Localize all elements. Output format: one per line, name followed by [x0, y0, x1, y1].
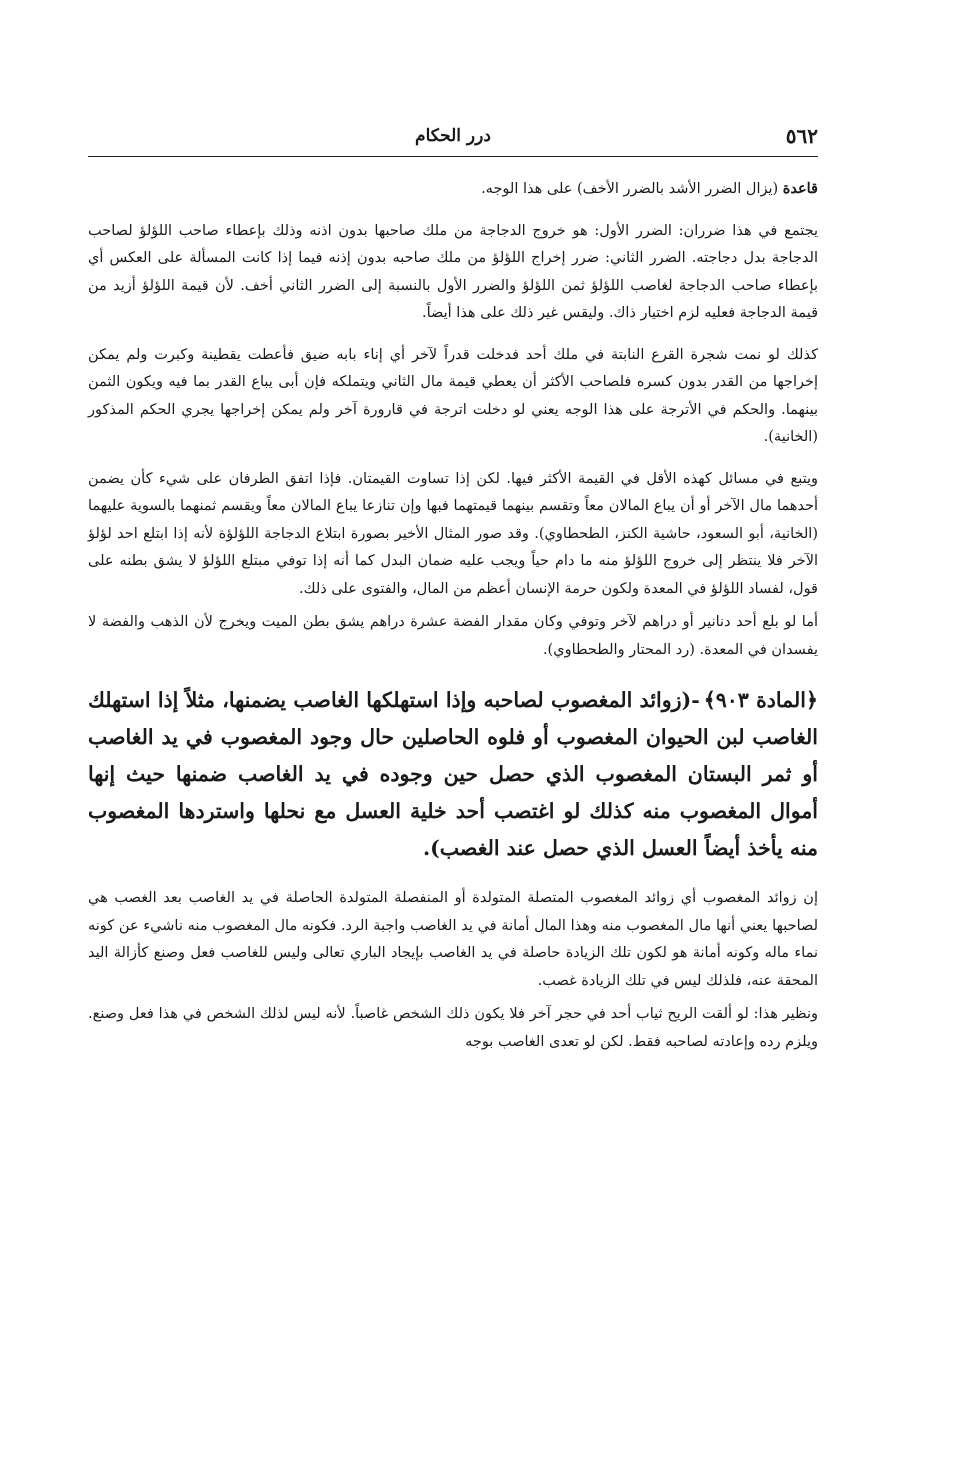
page	[88, 118, 818, 1070]
running-title: درر الحكام	[415, 126, 491, 146]
page-number: ٥٦٢	[785, 124, 818, 148]
paragraph-swallowed-coins: أما لو بلع أحد دنانير أو دراهم لآخر وتوفي وكان مقدار الفضة عشرة دراهم يشق بطن الميت ويخرج لأن الذهب والفضة لا يفسدان في المعدة. (رد المحتار والطحطاوي).	[88, 614, 818, 658]
article-text: -(زوائد المغصوب لصاحبه وإذا استهلكها الغاصب يضمنها، مثلاً إذا استهلك الغاصب لبن الحيوان المغصوب أو فلوه الحاصلين حال وجود المغصوب في يد الغاصب أو ثمر البستان المغصوب الذي حصل حين وجوده في يد الغاصب ضمنها حيث إنها أموال المغصوب منه كذلك لو اغتصب أحد خلية العسل مع نحلها واستردها المغصوب منه يأخذ أيضاً العسل الذي حصل عند الغصب).	[88, 688, 818, 860]
article-903	[88, 682, 818, 867]
paragraph-two-harms: يجتمع في هذا ضرران: الضرر الأول: هو خروج الدجاجة من ملك صاحبها بدون اذنه وذلك بإعطاء صاحب اللؤلؤ لصاحب الدجاجة بدل دجاجته. الضرر الثاني: ضرر إخراج اللؤلؤ من ملك صاحبه بدون إذنه فيما إذا كانت المسألة على العكس أي بإعطاء صاحب الدجاجة لغاصب اللؤلؤ ثمن اللؤلؤ والضرر الأول بالنسبة إلى الضرر الثاني أخف. لأن قيمة اللؤلؤ أزيد من قيمة الدجاجة فعليه لزم اختيار ذاك. وليقس غير ذلك على هذا أيضاً.	[88, 222, 818, 321]
paragraph-wind-example: ونظير هذا: لو ألقت الريح ثياب أحد في حجر آخر فلا يكون ذلك الشخص غاصباً. لأنه ليس لذلك الشخص في هذا فعل وصنع. ويلزم رده وإعادته لصاحبه فقط. لكن لو تعدى الغاصب بوجه	[88, 1006, 818, 1050]
page-header	[88, 118, 818, 157]
paragraph-accretions-explanation: إن زوائد المغصوب أي زوائد المغصوب المتصلة المتولدة أو المنفصلة المتولدة الحاصلة في يد الغاصب بعد الغصب هي لصاحبها يعني أنها مال المغصوب منه وهذا المال أمانة في يد الغاصب واجبة الرد. فكونه مال المغصوب منه ناشيء عن كونه نماء ماله وكونه أمانة هو لكون تلك الزيادة حاصلة في يد الغاصب بإيجاد الباري تعالى وليس للغاصب فعل وصنع كأزالة اليد المحقة عنه، فلذلك ليس في تلك الزيادة غصب.	[88, 890, 818, 989]
body-text	[88, 175, 818, 1056]
article-label: ﴿المادة ٩٠٣﴾	[703, 688, 818, 712]
paragraph-equal-values: ويتبع في مسائل كهذه الأقل في القيمة الأكثر فيها. لكن إذا تساوت القيمتان. فإذا اتفق الطرفان على شيء كأن يضمن أحدهما مال الآخر أو أن يباع المالان معاً وتقسم بينهما قيمتهما فبها وإن تنازعا يباع المالان معاً ويقسم ثمنهما بالسوية عليهما (الخانية، أبو السعود، حاشية الكنز، الطحطاوي). وقد صور المثال الأخير بصورة ابتلاع الدجاجة اللؤلؤة لأنه إذا ابتلع احد لؤلؤ الآخر فلا ينتظر إلى خروج اللؤلؤ منه ما دام حياً ويجب عليه ضمان البدل كما أنه إذا توفي مبتلع اللؤلؤ لا يشق بطنه على قول، لفساد اللؤلؤ في المعدة ولكون حرمة الإنسان أعظم من المال، والفتوى على ذلك.	[88, 470, 818, 597]
paragraph-gourd-example: كذلك لو نمت شجرة القرع النابتة في ملك أحد فدخلت قدراً لآخر أي إناء بابه ضيق فأعطت يقطينة وكبرت ولم يمكن إخراجها من القدر بدون كسره فلصاحب الأكثر أن يعطي قيمة مال الثاني ويتملكه فإن أبى يباع القدر بما فيه ويكون الثمن بينهما. والحكم في الأترجة على هذا الوجه يعني لو دخلت اترجة في قارورة آخر ولم يمكن إخراجها يجري الحكم المذكور (الخانية).	[88, 346, 819, 445]
rule-label: قاعدة	[782, 180, 818, 197]
rule-text: (يزال الضرر الأشد بالضرر الأخف) على هذا الوجه.	[481, 181, 779, 197]
rule-statement	[88, 175, 818, 204]
